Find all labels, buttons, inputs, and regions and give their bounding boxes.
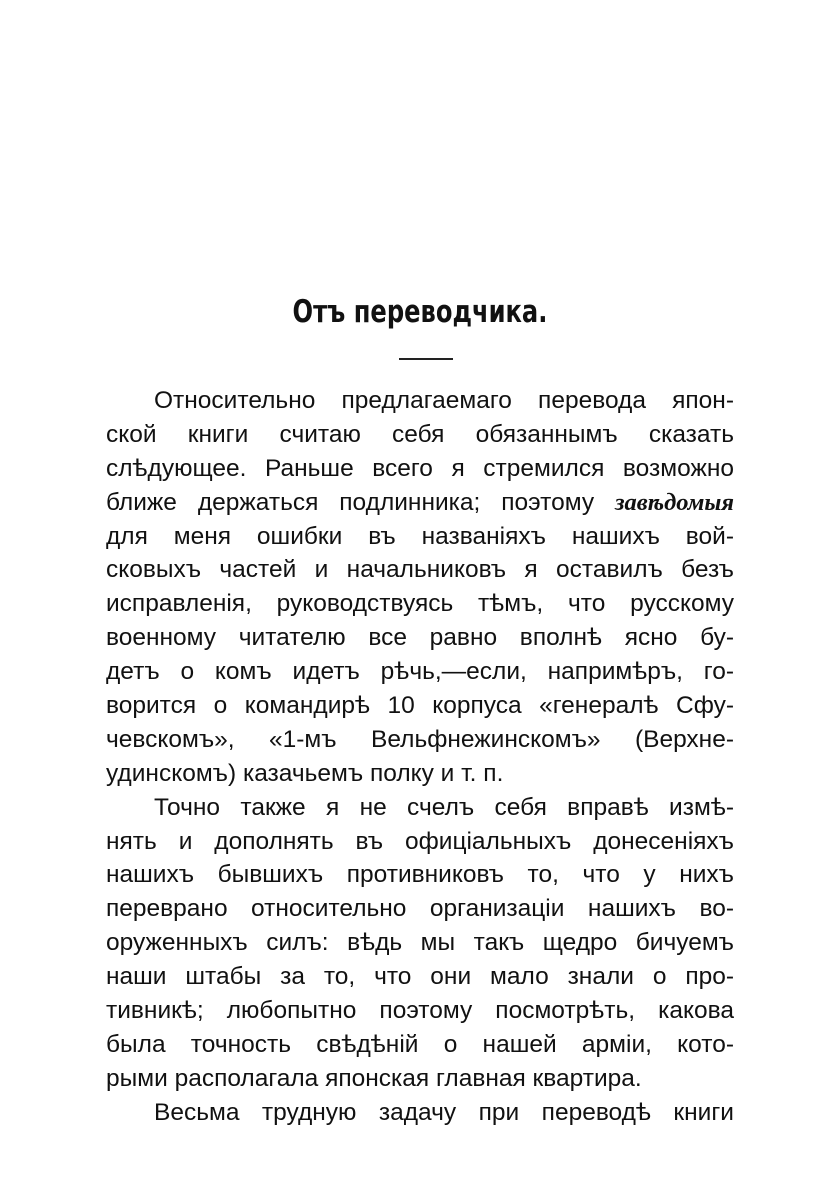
body-text	[106, 384, 734, 1130]
text-line: Весьма трудную задачу при переводѣ книги	[154, 1098, 734, 1126]
text-line: нашихъ бывшихъ противниковъ то, что у нихъ	[106, 861, 734, 889]
text-line: оруженныхъ силъ: вѣдь мы такъ щедро бичуемъ	[106, 929, 734, 957]
text-line: наши штабы за то, что они мало знали о про-	[106, 963, 734, 991]
paragraph-2	[106, 791, 734, 1096]
text-line: переврано относительно организацiи нашихъ во-	[106, 895, 734, 923]
text-line: была точность свѣдѣнiй о нашей армiи, кото-	[106, 1030, 734, 1058]
text-line: детъ о комъ идетъ рѣчь,—если, напримѣръ, го-	[106, 658, 734, 686]
text-line: слѣдующее. Раньше всего я стремился возможно	[106, 454, 734, 482]
text-line: ской книги считаю себя обязаннымъ сказать	[106, 420, 734, 448]
text-line: исправленiя, руководствуясь тѣмъ, что русскому	[106, 590, 734, 618]
paragraph-3	[106, 1096, 734, 1130]
page-title: Отъ переводчика.	[292, 294, 548, 330]
text-line: для меня ошибки въ названiяхъ нашихъ вой-	[106, 522, 734, 550]
text-line: нять и дополнять въ офицiальныхъ донесенiяхъ	[106, 827, 734, 855]
text-line: ворится о командирѣ 10 корпуса «генералѣ Сфу-	[106, 692, 734, 720]
emphasized-word: завѣдомыя	[615, 488, 734, 516]
title-divider	[399, 358, 453, 360]
text-line: военному читателю все равно вполнѣ ясно бу-	[106, 624, 734, 652]
text-line: Относительно предлагаемаго перевода япон-	[154, 387, 734, 414]
paragraph-1	[106, 384, 734, 791]
text-line: Точно также я не счелъ себя вправѣ измѣ-	[154, 793, 734, 821]
text-line: тивникѣ; любопытно поэтому посмотрѣть, какова	[106, 997, 734, 1025]
text-line: сковыхъ частей и начальниковъ я оставилъ безъ	[106, 556, 734, 584]
text-line: рыми располагала японская главная квартира.	[106, 1064, 642, 1092]
text-line: чевскомъ», «1-мъ Вельфнежинскомъ» (Верхне-	[106, 725, 734, 753]
text-line-with-emphasis	[106, 486, 734, 520]
text-fragment: ближе держаться подлинника; поэтому	[106, 488, 595, 516]
text-line: удинскомъ) казачьемъ полку и т. п.	[106, 759, 504, 787]
